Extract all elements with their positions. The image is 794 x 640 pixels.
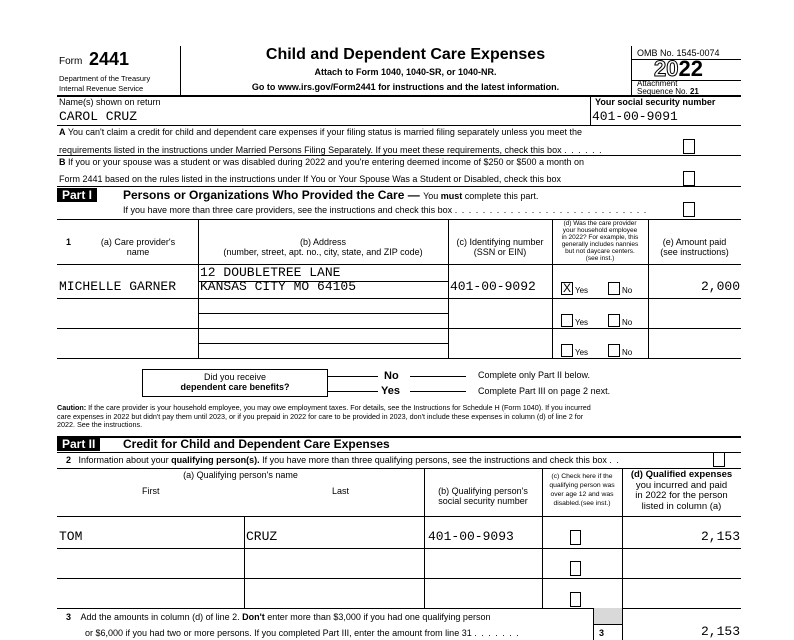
provider-no-checkbox[interactable] [608,344,620,357]
part1-label: Part I [57,188,97,202]
benefits-yes-result: Complete Part III on page 2 next. [478,386,611,396]
part2-title: Credit for Child and Dependent Care Expenses [123,437,390,451]
form-title: Child and Dependent Care Expenses [265,46,546,63]
line3-box-number: 3 [593,624,622,640]
part1-more-text: If you have more than three care providers, see the instructions and check this box [123,205,453,215]
ssn-label: Your social security number [595,97,716,107]
col-d-text1: (d) Was the care provider [563,220,637,227]
qp-ssn-text2: social security number [438,496,528,506]
taxpayer-name[interactable]: CAROL CRUZ [59,109,138,124]
col-b-text2: (number, street, apt. no., city, state, and ZIP code) [223,247,423,257]
col-b-text1: (b) Address [299,237,347,247]
sequence-number: 21 [689,87,699,96]
col-c-header [448,237,552,257]
part1-note-pre: You [423,191,439,201]
line3-post: enter more than $3,000 if you had one qualifying person [267,612,491,622]
col-d-text3: in 2022? For example, this [561,234,639,241]
benefits-no-label: No [384,370,399,382]
line3-text1 [66,612,490,622]
omb-number: OMB No. 1545-0074 [637,48,720,58]
provider-yes-label: Yes [575,286,589,295]
line2-text [66,455,620,465]
dept-line2: Internal Revenue Service [59,84,144,93]
col-d-text4: generally includes nannies [561,241,639,248]
qp-ssn-header [424,486,542,506]
benefits-yes-label: Yes [381,385,400,397]
part1-more-providers [123,205,647,215]
caution-text1: If the care provider is your household employee, you may owe employment taxes. For details, see the Instructions for Schedule H (Form 1040). If you incurred [88,403,591,412]
col-e-header [648,237,741,257]
question-a-dots: . . . . . . [564,145,603,155]
line1-number: 1 [66,237,72,247]
provider-no-checkbox[interactable] [608,282,620,295]
checkbox-a[interactable] [683,139,695,154]
qp-expenses-text2: you incurred and paid [635,479,728,491]
qualifying-person-row [57,578,741,608]
provider-name[interactable]: MICHELLE GARNER [59,279,177,294]
col-a-text1: Care provider's [114,237,176,247]
part1-title-note [423,191,538,201]
qualifying-person-row [57,516,741,548]
col-c-text2: (SSN or EIN) [473,247,527,257]
checkbox-b[interactable] [683,171,695,186]
provider-id[interactable]: 401-00-9092 [450,279,536,294]
name-label: Name(s) shown on return [59,97,161,107]
qp-ssn[interactable]: 401-00-9093 [428,529,514,544]
provider-amount[interactable]: 2,000 [700,279,740,294]
line3-line2: or $6,000 if you had two or more persons. If you completed Part III, enter the amount from line 31 [85,628,472,638]
line2-post: If you have more than three qualifying persons, see the instructions and check this box [262,455,607,465]
line3-bold: Don't [242,612,265,622]
qp-disabled-header [542,472,622,508]
question-b-line1 [59,157,584,167]
tax-year-bold: 22 [678,56,703,81]
line2-bold: qualifying person(s). [171,455,260,465]
provider-no-label: No [622,286,633,295]
attach-line: Attach to Form 1040, 1040-SR, or 1040-NR. [314,67,497,77]
qp-first-header: First [142,486,160,496]
col-d-text6: (see inst.) [585,255,615,262]
line2-pre: Information about your [78,455,169,465]
goto-line: Go to www.irs.gov/Form2441 for instructions and the latest information. [251,82,560,92]
provider-yes-checkbox[interactable] [561,314,573,327]
qp-expenses-text4: listed in column (a) [641,500,722,512]
question-a-letter: A [59,127,66,137]
qp-disabled-text3: over age 12 and was [550,491,614,498]
provider-yes-label: Yes [575,348,589,357]
question-a-line2 [59,145,603,155]
line3-shaded-cell [593,608,623,624]
benefits-question-1: Did you receive [203,372,267,382]
benefits-question-2: dependent care benefits? [180,382,290,392]
provider-no-checkbox[interactable] [608,314,620,327]
part1-note-post: complete this part. [464,191,539,201]
sequence-text: Sequence No. [637,87,688,96]
col-a-text2: name [126,247,150,257]
qp-expenses-header [622,470,741,512]
part1-title-text: Persons or Organizations Who Provided the Care — [123,188,420,202]
col-a-letter: (a) [100,237,112,247]
tax-year [654,58,703,80]
col-b-header [198,237,448,257]
checkbox-more-providers[interactable] [683,202,695,217]
attachment-label: Attachment [637,79,678,88]
provider-no-label: No [622,348,633,357]
line3-pre: Add the amounts in column (d) of line 2. [80,612,240,622]
form-header [0,0,794,96]
caution-text3: 2022. See the instructions. [57,420,143,429]
part1-note-bold: must [440,191,463,201]
qp-expenses[interactable]: 2,153 [700,529,740,544]
benefits-question-box [142,369,328,397]
provider-address-line2[interactable]: KANSAS CITY MO 64105 [200,279,357,294]
question-b-line2: Form 2441 based on the rules listed in the instructions under If You or Your Spouse Was a Student or Disabled, check this box [59,174,561,184]
line3-amount[interactable]: 2,153 [700,624,740,639]
col-d-text2: your household employee [562,227,638,234]
provider-yes-label: Yes [575,318,589,327]
qp-ssn-text1: (b) Qualifying person's [438,486,528,496]
col-d-header [552,220,648,262]
col-c-text1: (c) Identifying number [456,237,544,247]
qp-expenses-text1: (d) Qualified expenses [630,469,733,480]
question-a-text1: You can't claim a credit for child and dependent care expenses if your filing status is married filing separately unless you meet the [67,127,583,137]
provider-no-label: No [622,318,633,327]
col-a-header [78,237,198,257]
qp-disabled-text1: (c) Check here if the [551,473,613,480]
dept-line1: Department of the Treasury [59,74,151,83]
provider-yes-checkbox[interactable] [561,344,573,357]
question-a-text2: requirements listed in the instructions under Married Persons Filing Separately. If you meet these requirements, check this box [59,145,562,155]
checkbox-more-persons[interactable] [713,452,725,467]
caution-label: Caution: [57,403,87,412]
qualifying-person-row [57,548,741,578]
qp-expenses-text3: in 2022 for the person [635,490,728,501]
qp-first-name[interactable]: TOM [59,529,83,544]
qp-disabled-checkbox[interactable] [570,561,581,576]
line2-number: 2 [66,455,72,465]
col-e-text2: (see instructions) [660,247,729,257]
col-d-text5: but not daycare centers. [565,248,635,255]
qp-disabled-checkbox[interactable] [570,592,581,607]
line3-dots: . . . . . . . [474,628,520,638]
question-a-line1 [59,127,582,137]
part2-label: Part II [57,437,100,451]
form-word: Form [59,56,83,67]
taxpayer-ssn[interactable]: 401-00-9091 [592,109,678,124]
provider-yes-checkbox[interactable]: X [562,281,571,295]
qp-name-header: (a) Qualifying person's name [183,470,298,480]
provider-address-line1[interactable]: 12 DOUBLETREE LANE [200,265,341,280]
col-e-text1: (e) Amount paid [662,237,727,247]
line2-dots: . . [609,455,620,465]
qp-disabled-text4: disabled.(see inst.) [553,500,611,507]
caution-note [57,404,747,430]
qp-last-header: Last [332,486,350,496]
part1-more-dots: . . . . . . . . . . . . . . . . . . . . . . . . . . . . [454,205,648,215]
benefits-no-result: Complete only Part II below. [478,370,591,380]
line3-number: 3 [66,612,72,622]
part1-title [123,188,538,202]
qp-disabled-checkbox[interactable] [570,530,581,545]
form-number: 2441 [89,49,130,69]
qp-disabled-text2: qualifying person was [549,482,615,489]
line3-text2 [85,628,520,638]
tax-year-light: 20 [654,56,679,81]
caution-text2: care expenses in 2022 but didn't pay them until 2023, or if you prepaid in 2022 for care to be provided in 2023, don't include these expenses in column (d) of line 2 for [57,411,584,421]
qp-last-name[interactable]: CRUZ [246,529,278,544]
question-b-text1: If you or your spouse was a student or was disabled during 2022 and you're entering deemed income of $250 or $500 a month on [68,157,585,167]
question-b-letter: B [59,157,66,167]
